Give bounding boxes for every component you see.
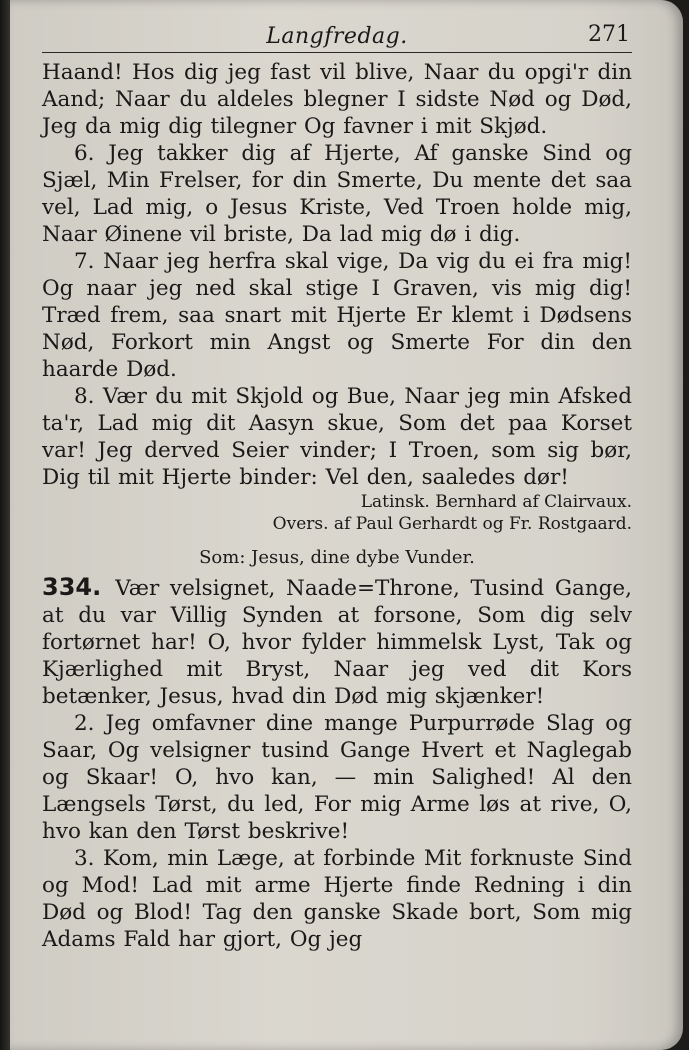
hymn-number: 334.	[42, 573, 102, 601]
hymn-334-verse-1	[42, 574, 632, 710]
page-number: 271	[588, 22, 630, 47]
hymn-334-verse-1-text: Vær velsignet, Naade=Throne, Tusind Gange, at du var Villig Synden at forsone, Som dig selv fortørnet har! O, hvor fylder himmelsk Lyst, Tak og Kjærlighed mit Bryst, Naar jeg ved dit Kors betænker, Jesus, hvad din Død mig skjænker!	[42, 576, 632, 709]
hymn-334-verse-3: 3. Kom, min Læge, at forbinde Mit forknuste Sind og Mod! Lad mit arme Hjerte finde Redning i din Død og Blod! Tag den ganske Skade bort, Som mig Adams Fald har gjort, Og jeg	[42, 846, 632, 952]
verse-8: 8. Vær du mit Skjold og Bue, Naar jeg min Afsked ta'r, Lad mig dit Aasyn skue, Som det paa Korset var! Jeg derved Seier vinder; I Troen, som sig bør, Dig til mit Hjerte binder: Vel den, saaledes dør!	[42, 384, 632, 490]
verse-7: 7. Naar jeg herfra skal vige, Da vig du ei fra mig! Og naar jeg ned skal stige I Graven, vis mig dig! Træd frem, saa snart mit Hjerte Er klemt i Dødsens Nød, Forkort min Angst og Smerte For din den haarde Død.	[42, 249, 632, 382]
hymn-334-verse-2: 2. Jeg omfavner dine mange Purpurrøde Slag og Saar, Og velsigner tusind Gange Hvert et Naglegab og Skaar! O, hvo kan, — min Salighed! Al den Længsels Tørst, du led, For mig Arme løs at rive, O, hvo kan den Tørst beskrive!	[42, 711, 632, 844]
book-page	[10, 0, 683, 1050]
page-header	[42, 18, 632, 53]
page-content	[42, 18, 632, 953]
author-credit: Latinsk. Bernhard af Clairvaux.	[360, 492, 632, 512]
verse-6: 6. Jeg takker dig af Hjerte, Af ganske Sind og Sjæl, Min Frelser, for din Smerte, Du mente det saa vel, Lad mig, o Jesus Kriste, Ved Troen holde mig, Naar Øinene vil briste, Da lad mig dø i dig.	[42, 141, 632, 247]
melody-reference: Som: Jesus, dine dybe Vunder.	[199, 547, 475, 568]
page-title: Langfredag.	[266, 24, 408, 49]
translator-credit: Overs. af Paul Gerhardt og Fr. Rostgaard.	[272, 514, 632, 534]
verse-continuation: Haand! Hos dig jeg fast vil blive, Naar du opgi'r din Aand; Naar du aldeles blegner I sidste Nød og Død, Jeg da mig dig tilegner Og favner i mit Skjød.	[42, 60, 632, 139]
